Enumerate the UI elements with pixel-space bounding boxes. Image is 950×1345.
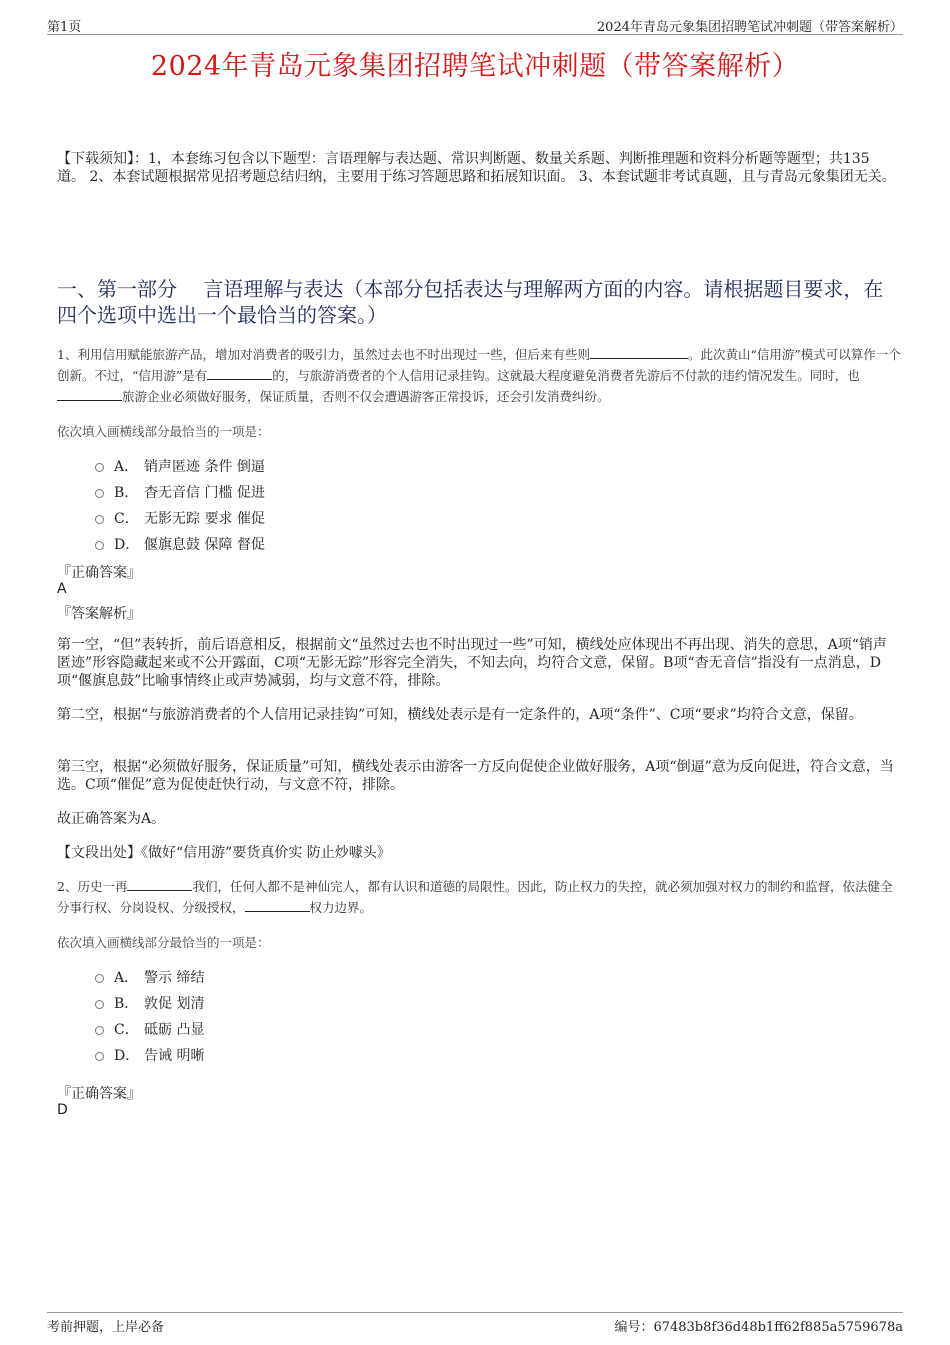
analysis-conclusion: 故正确答案为A。 — [57, 811, 166, 827]
option-c[interactable]: C． 砥砺 凸显 — [95, 1016, 204, 1042]
analysis-paragraph-1: 第一空，“但”表转折，前后语意相反，根据前文“虽然过去也不时出现过一些”可知，横线处应体现出不再出现、消失的意思，A项“销声匿迹”形容隐藏起来或不公开露面，C项“无影无踪”形容完全消失，不知去向，均符合文意，保留。B项“杳无音信”指没有一点消息，D项“偃旗息鼓”比喻事情终止或声势减弱，均与文意不符，排除。 — [57, 637, 887, 689]
question-1-stem: 1、利用信用赋能旅游产品，增加对消费者的吸引力，虽然过去也不时出现过一些，但后来有些则 。此次黄山“信用游”模式可以算作一个创新。不过，“信用游”是有 的，与旅游消费者的个人信用记录挂钩。这就最大程度避免消费者先游后不付款的违约情况发生。同时，也旅游企业必须做好服务，保证质量，否则不仅会遭遇游客正常投诉，还会引发消费纠纷。 — [57, 347, 901, 404]
page-number: 第1页 — [47, 20, 82, 35]
document-id: 编号：67483b8f36d48b1ff62f885a5759678a — [614, 1320, 903, 1335]
source-citation: 【文段出处】《做好“信用游”要货真价实 防止炒噱头》 — [57, 845, 391, 861]
radio-icon[interactable] — [95, 1026, 104, 1035]
blank-1 — [127, 877, 192, 891]
header-doc-title: 2024年青岛元象集团招聘笔试冲刺题（带答案解析） — [596, 20, 903, 35]
question-1-prompt: 依次填入画横线部分最恰当的一项是： — [57, 424, 270, 439]
question-1-options — [95, 453, 265, 557]
radio-icon[interactable] — [95, 1000, 104, 1009]
question-2-prompt: 依次填入画横线部分最恰当的一项是： — [57, 935, 270, 950]
answer-value: D — [57, 1102, 68, 1118]
option-a[interactable]: A． 警示 缔结 — [95, 964, 204, 990]
option-a[interactable]: A． 销声匿迹 条件 倒逼 — [95, 453, 265, 479]
section-title: 一、第一部分 言语理解与表达（本部分包括表达与理解两方面的内容。请根据题目要求，在四个选项中选出一个最恰当的答案。） — [57, 277, 884, 327]
radio-icon[interactable] — [95, 489, 104, 498]
radio-icon[interactable] — [95, 1052, 104, 1061]
radio-icon[interactable] — [95, 541, 104, 550]
option-c[interactable]: C． 无影无踪 要求 催促 — [95, 505, 265, 531]
blank-2 — [207, 366, 272, 380]
analysis-paragraph-3: 第三空，根据“必须做好服务，保证质量”可知，横线处表示由游客一方反向促使企业做好服务，A项“倒逼”意为反向促进，符合文意，当选。C项“催促”意为促使赶快行动，与文意不符，排除。 — [57, 759, 894, 793]
answer-label: 『正确答案』 — [57, 565, 141, 581]
option-b[interactable]: B． 杳无音信 门槛 促进 — [95, 479, 265, 505]
blank-1 — [590, 345, 688, 359]
option-d[interactable]: D． 告诫 明晰 — [95, 1042, 204, 1068]
page-footer — [47, 1312, 903, 1333]
blank-2 — [245, 898, 310, 912]
footer-slogan: 考前押题，上岸必备 — [47, 1320, 165, 1335]
radio-icon[interactable] — [95, 515, 104, 524]
radio-icon[interactable] — [95, 463, 104, 472]
answer-label: 『正确答案』 — [57, 1086, 141, 1102]
page-header — [47, 14, 903, 35]
option-b[interactable]: B． 敦促 划清 — [95, 990, 204, 1016]
radio-icon[interactable] — [95, 974, 104, 983]
question-2-stem: 2、历史一再 我们，任何人都不是神仙完人，都有认识和道德的局限性。因此，防止权力的失控，就必须加强对权力的制约和监督，依法健全分事行权、分岗设权、分级授权， 权力边界。 — [57, 879, 893, 915]
download-notice: 【下载须知】：1，本套练习包含以下题型：言语理解与表达题、常识判断题、数量关系题、判断推理题和资料分析题等题型；共135道。 2、本套试题根据常见招考题总结归纳，主要用于练习答题思路和拓展知识面。 3、本套试题非考试真题，且与青岛元象集团无关。 — [57, 151, 896, 185]
blank-3 — [57, 387, 122, 401]
analysis-label: 『答案解析』 — [57, 606, 141, 622]
answer-value: A — [57, 581, 67, 597]
analysis-paragraph-2: 第二空，根据“与旅游消费者的个人信用记录挂钩”可知，横线处表示是有一定条件的，A项“条件”、C项“要求”均符合文意，保留。 — [57, 707, 863, 723]
question-2-options — [95, 964, 204, 1068]
document-title: 2024年青岛元象集团招聘笔试冲刺题（带答案解析） — [150, 51, 800, 82]
option-d[interactable]: D． 偃旗息鼓 保障 督促 — [95, 531, 265, 557]
